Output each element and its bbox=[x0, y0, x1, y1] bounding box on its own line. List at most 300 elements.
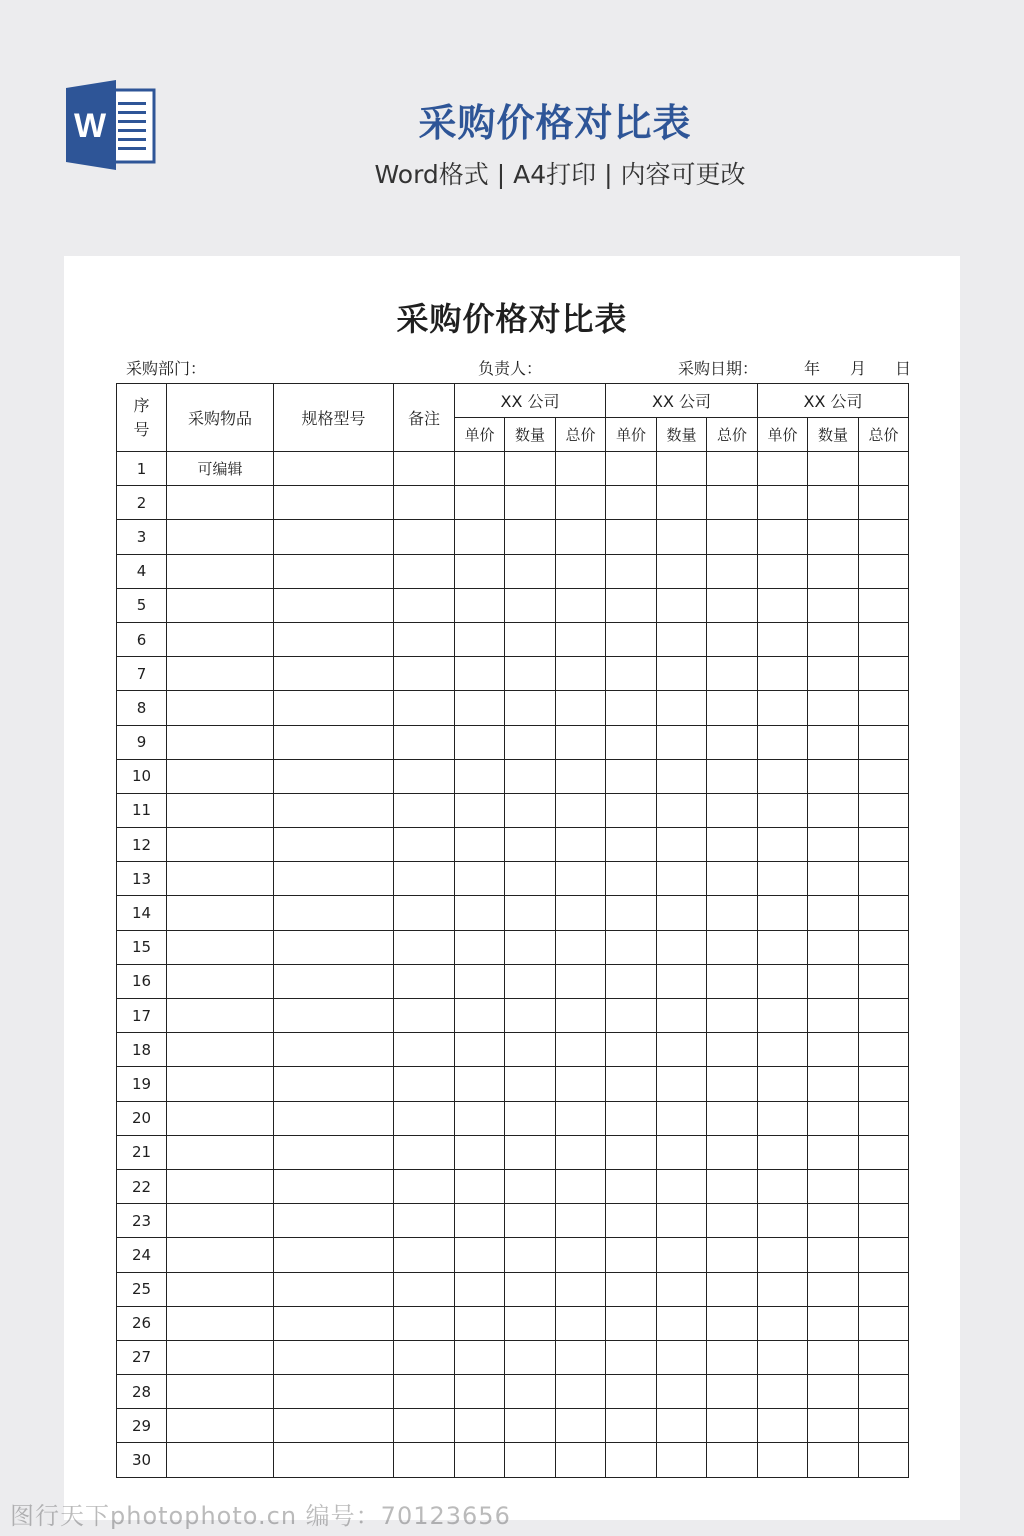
cell-item[interactable] bbox=[167, 622, 274, 656]
cell-quantity[interactable] bbox=[505, 896, 556, 930]
cell-unit-price[interactable] bbox=[606, 759, 657, 793]
cell-quantity[interactable] bbox=[505, 1067, 556, 1101]
cell-total[interactable] bbox=[556, 1067, 606, 1101]
cell-spec[interactable] bbox=[274, 691, 394, 725]
cell-total[interactable] bbox=[707, 657, 758, 691]
cell-note[interactable] bbox=[394, 520, 455, 554]
cell-quantity[interactable] bbox=[808, 964, 859, 998]
cell-unit-price[interactable] bbox=[606, 520, 657, 554]
cell-unit-price[interactable] bbox=[606, 1169, 657, 1203]
cell-quantity[interactable] bbox=[808, 1306, 859, 1340]
cell-total[interactable] bbox=[556, 999, 606, 1033]
cell-item[interactable] bbox=[167, 1443, 274, 1477]
cell-total[interactable] bbox=[556, 1169, 606, 1203]
cell-total[interactable] bbox=[707, 520, 758, 554]
cell-total[interactable] bbox=[707, 452, 758, 486]
cell-unit-price[interactable] bbox=[455, 486, 505, 520]
cell-total[interactable] bbox=[859, 964, 909, 998]
cell-quantity[interactable] bbox=[657, 793, 707, 827]
cell-unit-price[interactable] bbox=[455, 1033, 505, 1067]
cell-quantity[interactable] bbox=[808, 930, 859, 964]
cell-total[interactable] bbox=[859, 1169, 909, 1203]
cell-unit-price[interactable] bbox=[758, 999, 808, 1033]
cell-note[interactable] bbox=[394, 1204, 455, 1238]
cell-quantity[interactable] bbox=[657, 964, 707, 998]
cell-unit-price[interactable] bbox=[455, 1238, 505, 1272]
cell-spec[interactable] bbox=[274, 1033, 394, 1067]
cell-quantity[interactable] bbox=[657, 1409, 707, 1443]
cell-total[interactable] bbox=[859, 759, 909, 793]
cell-unit-price[interactable] bbox=[455, 725, 505, 759]
cell-quantity[interactable] bbox=[505, 486, 556, 520]
cell-total[interactable] bbox=[707, 622, 758, 656]
cell-spec[interactable] bbox=[274, 554, 394, 588]
cell-total[interactable] bbox=[556, 520, 606, 554]
cell-quantity[interactable] bbox=[505, 1272, 556, 1306]
cell-quantity[interactable] bbox=[657, 862, 707, 896]
cell-unit-price[interactable] bbox=[455, 622, 505, 656]
cell-quantity[interactable] bbox=[657, 1238, 707, 1272]
cell-unit-price[interactable] bbox=[606, 1375, 657, 1409]
cell-total[interactable] bbox=[556, 759, 606, 793]
cell-quantity[interactable] bbox=[505, 930, 556, 964]
cell-unit-price[interactable] bbox=[606, 930, 657, 964]
cell-quantity[interactable] bbox=[808, 1135, 859, 1169]
cell-note[interactable] bbox=[394, 554, 455, 588]
cell-quantity[interactable] bbox=[505, 520, 556, 554]
cell-unit-price[interactable] bbox=[455, 964, 505, 998]
cell-item[interactable] bbox=[167, 554, 274, 588]
cell-spec[interactable] bbox=[274, 964, 394, 998]
cell-total[interactable] bbox=[707, 1238, 758, 1272]
cell-quantity[interactable] bbox=[808, 759, 859, 793]
cell-item[interactable] bbox=[167, 691, 274, 725]
cell-quantity[interactable] bbox=[657, 452, 707, 486]
cell-note[interactable] bbox=[394, 1409, 455, 1443]
cell-total[interactable] bbox=[707, 793, 758, 827]
cell-unit-price[interactable] bbox=[758, 725, 808, 759]
cell-unit-price[interactable] bbox=[758, 486, 808, 520]
cell-total[interactable] bbox=[707, 1101, 758, 1135]
cell-note[interactable] bbox=[394, 896, 455, 930]
cell-total[interactable] bbox=[556, 793, 606, 827]
cell-total[interactable] bbox=[556, 1272, 606, 1306]
cell-quantity[interactable] bbox=[505, 999, 556, 1033]
cell-quantity[interactable] bbox=[657, 896, 707, 930]
cell-total[interactable] bbox=[859, 862, 909, 896]
cell-quantity[interactable] bbox=[808, 1169, 859, 1203]
cell-note[interactable] bbox=[394, 1169, 455, 1203]
cell-note[interactable] bbox=[394, 691, 455, 725]
cell-unit-price[interactable] bbox=[758, 588, 808, 622]
cell-unit-price[interactable] bbox=[606, 657, 657, 691]
cell-note[interactable] bbox=[394, 1443, 455, 1477]
cell-quantity[interactable] bbox=[808, 1067, 859, 1101]
cell-unit-price[interactable] bbox=[606, 622, 657, 656]
cell-spec[interactable] bbox=[274, 828, 394, 862]
cell-total[interactable] bbox=[859, 486, 909, 520]
cell-spec[interactable] bbox=[274, 520, 394, 554]
cell-quantity[interactable] bbox=[808, 486, 859, 520]
cell-unit-price[interactable] bbox=[606, 1272, 657, 1306]
cell-spec[interactable] bbox=[274, 999, 394, 1033]
cell-total[interactable] bbox=[556, 1101, 606, 1135]
cell-unit-price[interactable] bbox=[606, 1101, 657, 1135]
cell-unit-price[interactable] bbox=[758, 1169, 808, 1203]
cell-total[interactable] bbox=[707, 759, 758, 793]
cell-total[interactable] bbox=[556, 657, 606, 691]
cell-spec[interactable] bbox=[274, 1135, 394, 1169]
cell-item[interactable] bbox=[167, 793, 274, 827]
cell-item[interactable] bbox=[167, 1169, 274, 1203]
cell-unit-price[interactable] bbox=[455, 1306, 505, 1340]
cell-unit-price[interactable] bbox=[606, 793, 657, 827]
cell-item[interactable] bbox=[167, 1067, 274, 1101]
cell-unit-price[interactable] bbox=[758, 622, 808, 656]
cell-unit-price[interactable] bbox=[758, 896, 808, 930]
cell-item[interactable] bbox=[167, 896, 274, 930]
cell-unit-price[interactable] bbox=[758, 1340, 808, 1374]
cell-total[interactable] bbox=[556, 1409, 606, 1443]
cell-unit-price[interactable] bbox=[758, 964, 808, 998]
cell-quantity[interactable] bbox=[657, 1306, 707, 1340]
cell-total[interactable] bbox=[707, 964, 758, 998]
cell-unit-price[interactable] bbox=[455, 657, 505, 691]
cell-total[interactable] bbox=[556, 452, 606, 486]
cell-item[interactable] bbox=[167, 1306, 274, 1340]
cell-quantity[interactable] bbox=[808, 793, 859, 827]
cell-unit-price[interactable] bbox=[455, 999, 505, 1033]
cell-total[interactable] bbox=[859, 999, 909, 1033]
cell-spec[interactable] bbox=[274, 862, 394, 896]
cell-total[interactable] bbox=[859, 1340, 909, 1374]
cell-unit-price[interactable] bbox=[455, 862, 505, 896]
cell-quantity[interactable] bbox=[808, 657, 859, 691]
cell-item[interactable] bbox=[167, 999, 274, 1033]
cell-quantity[interactable] bbox=[505, 793, 556, 827]
cell-quantity[interactable] bbox=[808, 588, 859, 622]
cell-total[interactable] bbox=[556, 486, 606, 520]
cell-spec[interactable] bbox=[274, 1238, 394, 1272]
cell-unit-price[interactable] bbox=[455, 1101, 505, 1135]
cell-quantity[interactable] bbox=[808, 452, 859, 486]
cell-unit-price[interactable] bbox=[758, 554, 808, 588]
cell-unit-price[interactable] bbox=[758, 1306, 808, 1340]
cell-unit-price[interactable] bbox=[606, 1306, 657, 1340]
cell-total[interactable] bbox=[707, 1375, 758, 1409]
cell-quantity[interactable] bbox=[505, 1238, 556, 1272]
cell-spec[interactable] bbox=[274, 759, 394, 793]
cell-unit-price[interactable] bbox=[606, 486, 657, 520]
cell-note[interactable] bbox=[394, 1238, 455, 1272]
cell-item[interactable] bbox=[167, 964, 274, 998]
cell-total[interactable] bbox=[859, 1272, 909, 1306]
cell-unit-price[interactable] bbox=[758, 793, 808, 827]
cell-spec[interactable] bbox=[274, 588, 394, 622]
cell-unit-price[interactable] bbox=[758, 657, 808, 691]
cell-unit-price[interactable] bbox=[758, 1033, 808, 1067]
cell-quantity[interactable] bbox=[657, 520, 707, 554]
cell-quantity[interactable] bbox=[505, 657, 556, 691]
cell-item[interactable] bbox=[167, 1409, 274, 1443]
cell-item[interactable] bbox=[167, 657, 274, 691]
cell-quantity[interactable] bbox=[505, 725, 556, 759]
cell-total[interactable] bbox=[859, 1033, 909, 1067]
cell-unit-price[interactable] bbox=[758, 1101, 808, 1135]
cell-spec[interactable] bbox=[274, 486, 394, 520]
cell-total[interactable] bbox=[707, 1272, 758, 1306]
cell-note[interactable] bbox=[394, 1340, 455, 1374]
cell-item[interactable] bbox=[167, 1204, 274, 1238]
cell-quantity[interactable] bbox=[808, 1101, 859, 1135]
cell-item[interactable] bbox=[167, 725, 274, 759]
cell-unit-price[interactable] bbox=[455, 554, 505, 588]
cell-total[interactable] bbox=[556, 554, 606, 588]
cell-quantity[interactable] bbox=[808, 1443, 859, 1477]
cell-total[interactable] bbox=[556, 588, 606, 622]
cell-unit-price[interactable] bbox=[455, 1375, 505, 1409]
cell-total[interactable] bbox=[859, 691, 909, 725]
cell-unit-price[interactable] bbox=[455, 793, 505, 827]
cell-spec[interactable] bbox=[274, 896, 394, 930]
cell-unit-price[interactable] bbox=[606, 1238, 657, 1272]
cell-total[interactable] bbox=[707, 725, 758, 759]
cell-total[interactable] bbox=[707, 691, 758, 725]
cell-quantity[interactable] bbox=[505, 691, 556, 725]
cell-unit-price[interactable] bbox=[606, 1409, 657, 1443]
cell-unit-price[interactable] bbox=[455, 520, 505, 554]
cell-quantity[interactable] bbox=[657, 1375, 707, 1409]
cell-quantity[interactable] bbox=[505, 452, 556, 486]
cell-total[interactable] bbox=[707, 1443, 758, 1477]
cell-unit-price[interactable] bbox=[758, 1135, 808, 1169]
cell-quantity[interactable] bbox=[505, 759, 556, 793]
cell-item[interactable] bbox=[167, 1033, 274, 1067]
cell-quantity[interactable] bbox=[505, 588, 556, 622]
cell-quantity[interactable] bbox=[505, 1101, 556, 1135]
cell-unit-price[interactable] bbox=[455, 1272, 505, 1306]
cell-quantity[interactable] bbox=[808, 554, 859, 588]
cell-unit-price[interactable] bbox=[606, 588, 657, 622]
cell-total[interactable] bbox=[859, 452, 909, 486]
cell-total[interactable] bbox=[859, 588, 909, 622]
cell-quantity[interactable] bbox=[808, 520, 859, 554]
cell-unit-price[interactable] bbox=[606, 1067, 657, 1101]
cell-spec[interactable] bbox=[274, 452, 394, 486]
cell-total[interactable] bbox=[859, 657, 909, 691]
cell-total[interactable] bbox=[707, 896, 758, 930]
cell-spec[interactable] bbox=[274, 1067, 394, 1101]
cell-quantity[interactable] bbox=[657, 486, 707, 520]
cell-note[interactable] bbox=[394, 999, 455, 1033]
cell-total[interactable] bbox=[556, 1204, 606, 1238]
cell-unit-price[interactable] bbox=[455, 1409, 505, 1443]
cell-total[interactable] bbox=[859, 1135, 909, 1169]
cell-total[interactable] bbox=[556, 1306, 606, 1340]
cell-note[interactable] bbox=[394, 1033, 455, 1067]
cell-item[interactable] bbox=[167, 1135, 274, 1169]
cell-unit-price[interactable] bbox=[606, 691, 657, 725]
cell-total[interactable] bbox=[859, 1306, 909, 1340]
cell-quantity[interactable] bbox=[505, 1306, 556, 1340]
cell-unit-price[interactable] bbox=[606, 452, 657, 486]
cell-total[interactable] bbox=[859, 828, 909, 862]
cell-item[interactable] bbox=[167, 930, 274, 964]
cell-total[interactable] bbox=[556, 964, 606, 998]
cell-total[interactable] bbox=[556, 1135, 606, 1169]
cell-spec[interactable] bbox=[274, 1340, 394, 1374]
cell-spec[interactable] bbox=[274, 1204, 394, 1238]
cell-total[interactable] bbox=[556, 691, 606, 725]
cell-unit-price[interactable] bbox=[758, 1409, 808, 1443]
cell-quantity[interactable] bbox=[808, 622, 859, 656]
cell-quantity[interactable] bbox=[657, 1101, 707, 1135]
cell-unit-price[interactable] bbox=[606, 896, 657, 930]
cell-unit-price[interactable] bbox=[758, 1067, 808, 1101]
cell-quantity[interactable] bbox=[808, 1409, 859, 1443]
cell-total[interactable] bbox=[556, 896, 606, 930]
cell-quantity[interactable] bbox=[657, 1340, 707, 1374]
cell-total[interactable] bbox=[707, 1204, 758, 1238]
cell-total[interactable] bbox=[859, 896, 909, 930]
cell-unit-price[interactable] bbox=[758, 691, 808, 725]
cell-quantity[interactable] bbox=[657, 1204, 707, 1238]
cell-total[interactable] bbox=[707, 1033, 758, 1067]
cell-total[interactable] bbox=[556, 1375, 606, 1409]
cell-unit-price[interactable] bbox=[606, 554, 657, 588]
cell-item[interactable] bbox=[167, 588, 274, 622]
cell-total[interactable] bbox=[859, 1101, 909, 1135]
cell-spec[interactable] bbox=[274, 1375, 394, 1409]
cell-total[interactable] bbox=[556, 1238, 606, 1272]
cell-quantity[interactable] bbox=[505, 862, 556, 896]
cell-total[interactable] bbox=[707, 1409, 758, 1443]
cell-item[interactable] bbox=[167, 1375, 274, 1409]
cell-total[interactable] bbox=[859, 1067, 909, 1101]
cell-quantity[interactable] bbox=[505, 1204, 556, 1238]
cell-total[interactable] bbox=[859, 930, 909, 964]
cell-total[interactable] bbox=[707, 1169, 758, 1203]
cell-total[interactable] bbox=[859, 520, 909, 554]
cell-total[interactable] bbox=[859, 1409, 909, 1443]
cell-spec[interactable] bbox=[274, 1272, 394, 1306]
cell-note[interactable] bbox=[394, 1306, 455, 1340]
cell-total[interactable] bbox=[707, 486, 758, 520]
cell-total[interactable] bbox=[707, 1306, 758, 1340]
cell-quantity[interactable] bbox=[657, 999, 707, 1033]
cell-unit-price[interactable] bbox=[455, 1135, 505, 1169]
cell-unit-price[interactable] bbox=[606, 1135, 657, 1169]
cell-quantity[interactable] bbox=[808, 725, 859, 759]
cell-item[interactable] bbox=[167, 862, 274, 896]
cell-unit-price[interactable] bbox=[455, 1204, 505, 1238]
cell-unit-price[interactable] bbox=[455, 1067, 505, 1101]
cell-quantity[interactable] bbox=[808, 999, 859, 1033]
cell-quantity[interactable] bbox=[657, 588, 707, 622]
cell-note[interactable] bbox=[394, 793, 455, 827]
cell-note[interactable] bbox=[394, 1067, 455, 1101]
cell-spec[interactable] bbox=[274, 725, 394, 759]
cell-total[interactable] bbox=[707, 588, 758, 622]
cell-unit-price[interactable] bbox=[455, 691, 505, 725]
cell-unit-price[interactable] bbox=[455, 1169, 505, 1203]
cell-unit-price[interactable] bbox=[758, 828, 808, 862]
cell-quantity[interactable] bbox=[657, 725, 707, 759]
cell-quantity[interactable] bbox=[808, 1272, 859, 1306]
cell-note[interactable] bbox=[394, 486, 455, 520]
cell-total[interactable] bbox=[556, 622, 606, 656]
cell-unit-price[interactable] bbox=[455, 588, 505, 622]
cell-unit-price[interactable] bbox=[758, 1204, 808, 1238]
cell-quantity[interactable] bbox=[657, 1033, 707, 1067]
cell-unit-price[interactable] bbox=[606, 1204, 657, 1238]
cell-unit-price[interactable] bbox=[758, 862, 808, 896]
cell-spec[interactable] bbox=[274, 1101, 394, 1135]
cell-total[interactable] bbox=[707, 1340, 758, 1374]
cell-total[interactable] bbox=[859, 1443, 909, 1477]
cell-note[interactable] bbox=[394, 657, 455, 691]
cell-total[interactable] bbox=[707, 828, 758, 862]
cell-total[interactable] bbox=[556, 828, 606, 862]
cell-quantity[interactable] bbox=[657, 1169, 707, 1203]
cell-quantity[interactable] bbox=[808, 828, 859, 862]
cell-quantity[interactable] bbox=[808, 1033, 859, 1067]
cell-total[interactable] bbox=[859, 793, 909, 827]
cell-note[interactable] bbox=[394, 759, 455, 793]
cell-quantity[interactable] bbox=[505, 1443, 556, 1477]
cell-total[interactable] bbox=[556, 725, 606, 759]
cell-unit-price[interactable] bbox=[606, 1443, 657, 1477]
cell-note[interactable] bbox=[394, 622, 455, 656]
cell-unit-price[interactable] bbox=[606, 828, 657, 862]
cell-quantity[interactable] bbox=[657, 828, 707, 862]
cell-total[interactable] bbox=[556, 1340, 606, 1374]
cell-quantity[interactable] bbox=[657, 622, 707, 656]
cell-total[interactable] bbox=[556, 930, 606, 964]
cell-unit-price[interactable] bbox=[455, 1340, 505, 1374]
cell-unit-price[interactable] bbox=[758, 452, 808, 486]
cell-total[interactable] bbox=[859, 1238, 909, 1272]
cell-quantity[interactable] bbox=[657, 1443, 707, 1477]
cell-quantity[interactable] bbox=[657, 657, 707, 691]
cell-unit-price[interactable] bbox=[758, 1238, 808, 1272]
cell-quantity[interactable] bbox=[808, 1238, 859, 1272]
cell-quantity[interactable] bbox=[808, 896, 859, 930]
cell-note[interactable] bbox=[394, 452, 455, 486]
cell-total[interactable] bbox=[556, 862, 606, 896]
cell-note[interactable] bbox=[394, 862, 455, 896]
cell-item[interactable]: 可编辑 bbox=[167, 452, 274, 486]
cell-item[interactable] bbox=[167, 828, 274, 862]
cell-note[interactable] bbox=[394, 964, 455, 998]
cell-spec[interactable] bbox=[274, 1169, 394, 1203]
cell-item[interactable] bbox=[167, 759, 274, 793]
cell-note[interactable] bbox=[394, 725, 455, 759]
cell-total[interactable] bbox=[707, 862, 758, 896]
cell-item[interactable] bbox=[167, 1101, 274, 1135]
cell-unit-price[interactable] bbox=[606, 964, 657, 998]
cell-quantity[interactable] bbox=[505, 1135, 556, 1169]
cell-quantity[interactable] bbox=[808, 691, 859, 725]
cell-unit-price[interactable] bbox=[606, 1340, 657, 1374]
cell-quantity[interactable] bbox=[808, 862, 859, 896]
cell-unit-price[interactable] bbox=[758, 520, 808, 554]
cell-spec[interactable] bbox=[274, 793, 394, 827]
cell-unit-price[interactable] bbox=[758, 759, 808, 793]
cell-quantity[interactable] bbox=[505, 622, 556, 656]
cell-unit-price[interactable] bbox=[455, 452, 505, 486]
cell-item[interactable] bbox=[167, 486, 274, 520]
